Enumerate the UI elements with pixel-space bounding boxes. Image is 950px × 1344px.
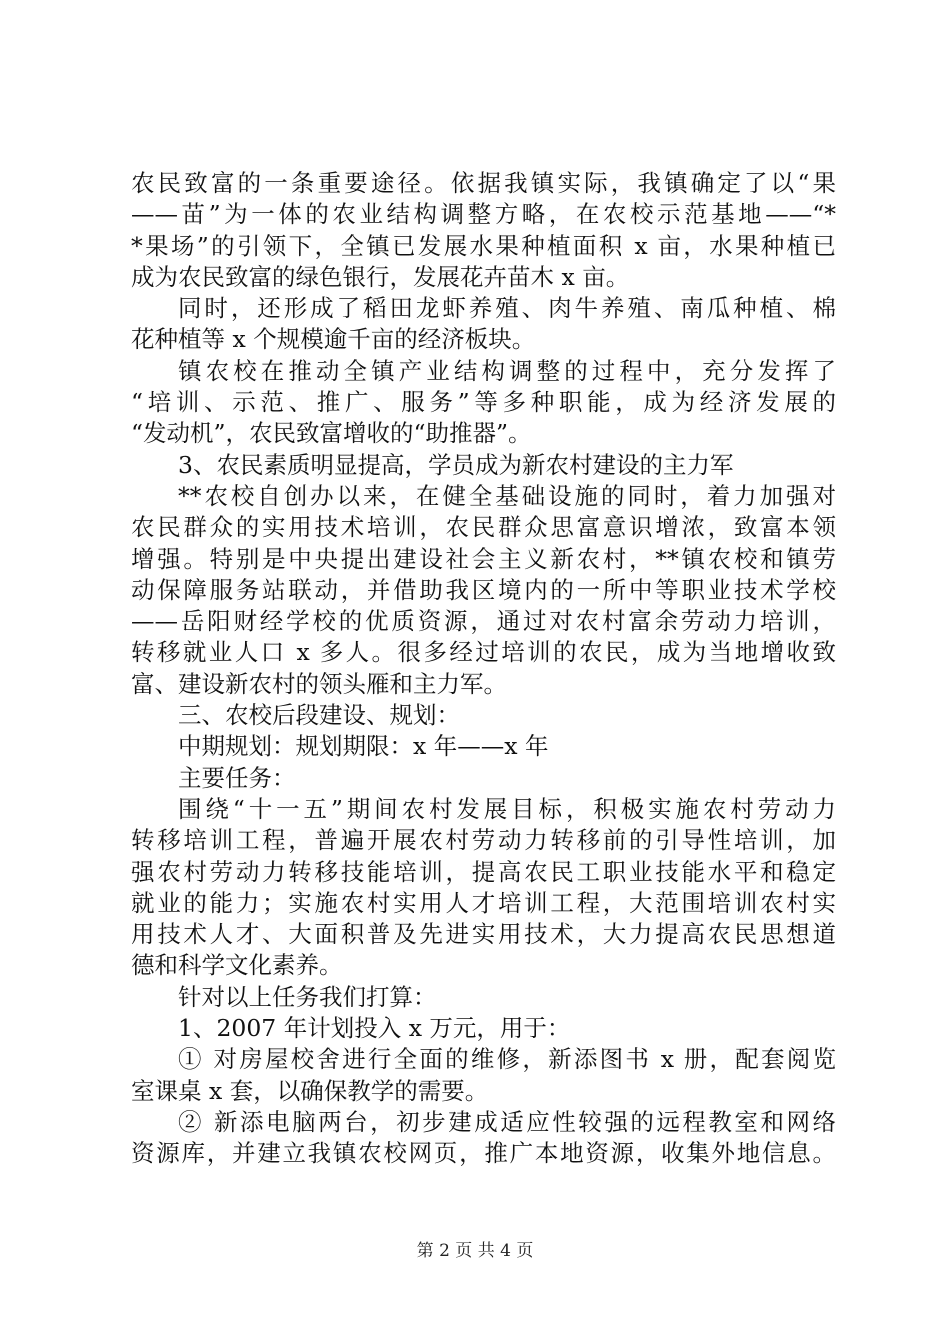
text-line: *果场”的引领下，全镇已发展水果种植面积 x 亩，水果种植已: [131, 231, 836, 260]
text-line: 就业的能力；实施农村实用人才培训工程，大范围培训农村实: [131, 888, 836, 917]
text-line: ——苗”为一体的农业结构调整方略，在农校示范基地——“*: [131, 200, 836, 229]
text-line: 花种植等 x 个规模逾千亩的经济板块。: [131, 325, 536, 354]
text-line: 室课桌 x 套，以确保教学的需要。: [131, 1076, 489, 1105]
text-line: 德和科学文化素养。: [131, 951, 343, 980]
text-line: 3、农民素质明显提高，学员成为新农村建设的主力军: [178, 450, 734, 479]
text-line: **农校自创办以来，在健全基础设施的同时，着力加强对: [178, 481, 836, 510]
text-line: ② 新添电脑两台，初步建成适应性较强的远程教室和网络: [178, 1107, 836, 1136]
text-line: 针对以上任务我们打算：: [178, 982, 437, 1011]
text-line: 三、农校后段建设、规划：: [178, 701, 460, 730]
body-text: [131, 168, 836, 1170]
text-line: “发动机”，农民致富增收的“助推器”。: [131, 419, 532, 448]
text-line: ——岳阳财经学校的优质资源，通过对农村富余劳动力培训，: [131, 607, 836, 636]
page-footer: 第 2 页 共 4 页: [416, 1241, 534, 1261]
text-line: 增强。特别是中央提出建设社会主义新农村，**镇农校和镇劳: [131, 544, 836, 573]
text-line: 农民群众的实用技术培训，农民群众思富意识增浓，致富本领: [131, 513, 836, 542]
text-line: 镇农校在推动全镇产业结构调整的过程中，充分发挥了: [178, 356, 836, 385]
text-line: 围绕“十一五”期间农村发展目标，积极实施农村劳动力: [178, 794, 836, 823]
text-line: 成为农民致富的绿色银行，发展花卉苗木 x 亩。: [131, 262, 630, 291]
text-line: 动保障服务站联动，并借助我区境内的一所中等职业技术学校: [131, 575, 836, 604]
text-line: 资源库，并建立我镇农校网页，推广本地资源，收集外地信息。: [131, 1139, 836, 1168]
text-line: 富、建设新农村的领头雁和主力军。: [131, 669, 507, 698]
text-line: 转移培训工程，普遍开展农村劳动力转移前的引导性培训，加: [131, 826, 836, 855]
text-line: 转移就业人口 x 多人。很多经过培训的农民，成为当地增收致: [131, 638, 836, 667]
text-line: 同时，还形成了稻田龙虾养殖、肉牛养殖、南瓜种植、棉: [178, 294, 836, 323]
text-line: ① 对房屋校舍进行全面的维修，新添图书 x 册，配套阅览: [178, 1045, 836, 1074]
text-line: 1、2007 年计划投入 x 万元，用于：: [178, 1014, 571, 1043]
text-line: 主要任务：: [178, 763, 296, 792]
text-line: 用技术人才、大面积普及先进实用技术，大力提高农民思想道: [131, 920, 836, 949]
text-line: “培训、示范、推广、服务”等多种职能，成为经济发展的: [131, 388, 836, 417]
text-line: 农民致富的一条重要途径。依据我镇实际，我镇确定了以“果: [131, 169, 836, 197]
text-line: 强农村劳动力转移技能培训，提高农民工职业技能水平和稳定: [131, 857, 836, 886]
text-line: 中期规划：规划期限：x 年——x 年: [178, 732, 549, 761]
